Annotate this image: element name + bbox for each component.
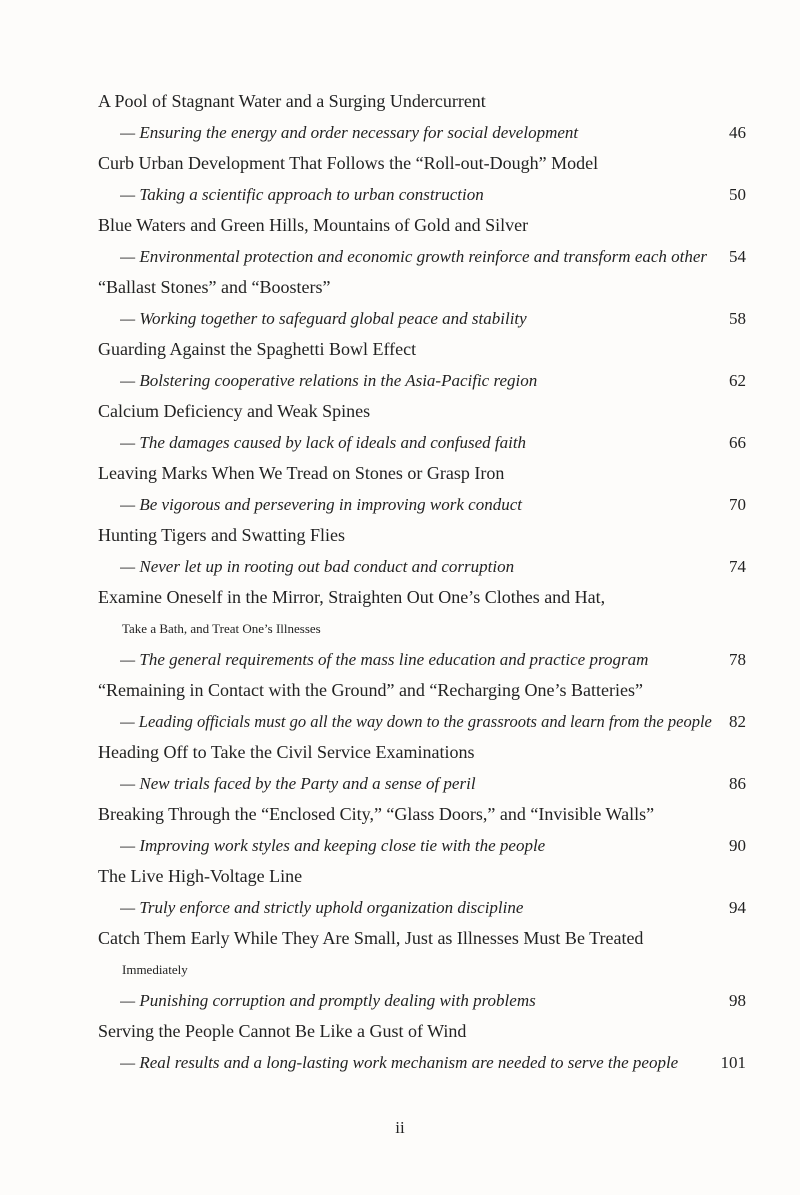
entry-title-line: “Remaining in Contact with the Ground” and “Recharging One’s Batteries”	[98, 680, 644, 700]
page-folio: ii	[395, 1118, 405, 1137]
entry-page-number: 90	[729, 836, 746, 855]
entry-title	[98, 923, 746, 985]
entry-page-number: 86	[729, 774, 746, 793]
entry-subtitle-row	[98, 427, 746, 458]
toc-entry	[98, 86, 746, 148]
entry-title-line: The Live High-Voltage Line	[98, 866, 303, 886]
entry-title	[98, 334, 746, 365]
entry-subtitle-row	[98, 303, 746, 334]
entry-page-number: 70	[729, 495, 746, 514]
entry-page-number: 101	[720, 1053, 746, 1072]
entry-title	[98, 737, 746, 768]
entry-title	[98, 86, 746, 117]
entry-title	[98, 675, 746, 706]
entry-subtitle: — Improving work styles and keeping close tie with the people	[120, 836, 546, 855]
entry-subtitle-row	[98, 768, 746, 799]
entry-subtitle-row	[98, 551, 746, 582]
entry-title-line: Serving the People Cannot Be Like a Gust of Wind	[98, 1021, 467, 1041]
entry-subtitle: — Taking a scientific approach to urban construction	[120, 185, 484, 204]
toc-entry	[98, 334, 746, 396]
entry-subtitle-row	[98, 1047, 746, 1078]
entry-subtitle: — New trials faced by the Party and a sense of peril	[120, 774, 476, 793]
toc-entry	[98, 148, 746, 210]
toc-entry	[98, 675, 746, 737]
toc-entry	[98, 210, 746, 272]
entry-title-line: Curb Urban Development That Follows the “Roll-out-Dough” Model	[98, 153, 599, 173]
entry-title	[98, 582, 746, 644]
entry-title-line: Examine Oneself in the Mirror, Straighten Out One’s Clothes and Hat,	[98, 587, 606, 607]
entry-page-number: 54	[729, 247, 746, 266]
entry-subtitle-row	[98, 179, 746, 210]
toc-entry	[98, 582, 746, 675]
entry-subtitle: — Working together to safeguard global peace and stability	[120, 309, 527, 328]
entry-subtitle-row	[98, 117, 746, 148]
entry-subtitle: — Real results and a long-lasting work mechanism are needed to serve the people	[120, 1053, 679, 1072]
entry-subtitle-row	[98, 985, 746, 1016]
entry-title-line: Hunting Tigers and Swatting Flies	[98, 525, 346, 545]
entry-subtitle: — Truly enforce and strictly uphold organization discipline	[120, 898, 524, 917]
entry-title	[98, 520, 746, 551]
entry-page-number: 98	[729, 991, 746, 1010]
entry-title-line: Breaking Through the “Enclosed City,” “Glass Doors,” and “Invisible Walls”	[98, 804, 655, 824]
entry-subtitle-row	[98, 706, 746, 737]
entry-title	[98, 148, 746, 179]
entry-subtitle-row	[98, 241, 746, 272]
entry-subtitle: — Be vigorous and persevering in improving work conduct	[120, 495, 522, 514]
toc-entry	[98, 396, 746, 458]
entry-subtitle: — Leading officials must go all the way down to the grassroots and learn from the people	[120, 712, 712, 731]
entry-subtitle: — Punishing corruption and promptly dealing with problems	[120, 991, 536, 1010]
entry-subtitle: — Ensuring the energy and order necessary for social development	[120, 123, 579, 142]
entry-title-line: Leaving Marks When We Tread on Stones or Grasp Iron	[98, 463, 505, 483]
entry-page-number: 58	[729, 309, 746, 328]
entry-title-line: A Pool of Stagnant Water and a Surging Undercurrent	[98, 91, 486, 111]
entry-subtitle-row	[98, 365, 746, 396]
entry-title-line: Guarding Against the Spaghetti Bowl Effect	[98, 339, 417, 359]
entry-page-number: 78	[729, 650, 746, 669]
entry-page-number: 66	[729, 433, 746, 452]
entry-subtitle: — Environmental protection and economic growth reinforce and transform each other	[120, 247, 708, 266]
entry-subtitle-row	[98, 644, 746, 675]
entry-title-line: Immediately	[122, 962, 188, 977]
entry-title	[98, 1016, 746, 1047]
entry-page-number: 46	[729, 123, 746, 142]
entry-subtitle: — The general requirements of the mass line education and practice program	[120, 650, 649, 669]
entry-subtitle: — Never let up in rooting out bad conduct and corruption	[120, 557, 515, 576]
entry-title-line: Take a Bath, and Treat One’s Illnesses	[122, 621, 321, 636]
entry-subtitle-row	[98, 489, 746, 520]
entry-title-line: Heading Off to Take the Civil Service Examinations	[98, 742, 475, 762]
entry-title	[98, 272, 746, 303]
entry-title	[98, 210, 746, 241]
entry-title	[98, 458, 746, 489]
entry-title-line: Catch Them Early While They Are Small, Just as Illnesses Must Be Treated	[98, 928, 644, 948]
toc-entry	[98, 861, 746, 923]
toc-entry	[98, 1016, 746, 1078]
toc-entry	[98, 799, 746, 861]
entry-page-number: 94	[729, 898, 746, 917]
toc-entry	[98, 923, 746, 1016]
table-of-contents	[98, 86, 746, 1078]
toc-entry	[98, 458, 746, 520]
toc-entry	[98, 272, 746, 334]
entry-page-number: 50	[729, 185, 746, 204]
entry-page-number: 62	[729, 371, 746, 390]
entry-page-number: 74	[729, 557, 746, 576]
entry-title	[98, 861, 746, 892]
toc-entry	[98, 737, 746, 799]
entry-title-line: Blue Waters and Green Hills, Mountains of Gold and Silver	[98, 215, 529, 235]
entry-subtitle: — Bolstering cooperative relations in the Asia-Pacific region	[120, 371, 538, 390]
entry-subtitle: — The damages caused by lack of ideals and confused faith	[120, 433, 527, 452]
toc-entry	[98, 520, 746, 582]
entry-subtitle-row	[98, 892, 746, 923]
entry-title	[98, 396, 746, 427]
entry-page-number: 82	[729, 712, 746, 731]
entry-title-line: Calcium Deficiency and Weak Spines	[98, 401, 371, 421]
entry-title	[98, 799, 746, 830]
entry-subtitle-row	[98, 830, 746, 861]
entry-title-line: “Ballast Stones” and “Boosters”	[98, 277, 331, 297]
